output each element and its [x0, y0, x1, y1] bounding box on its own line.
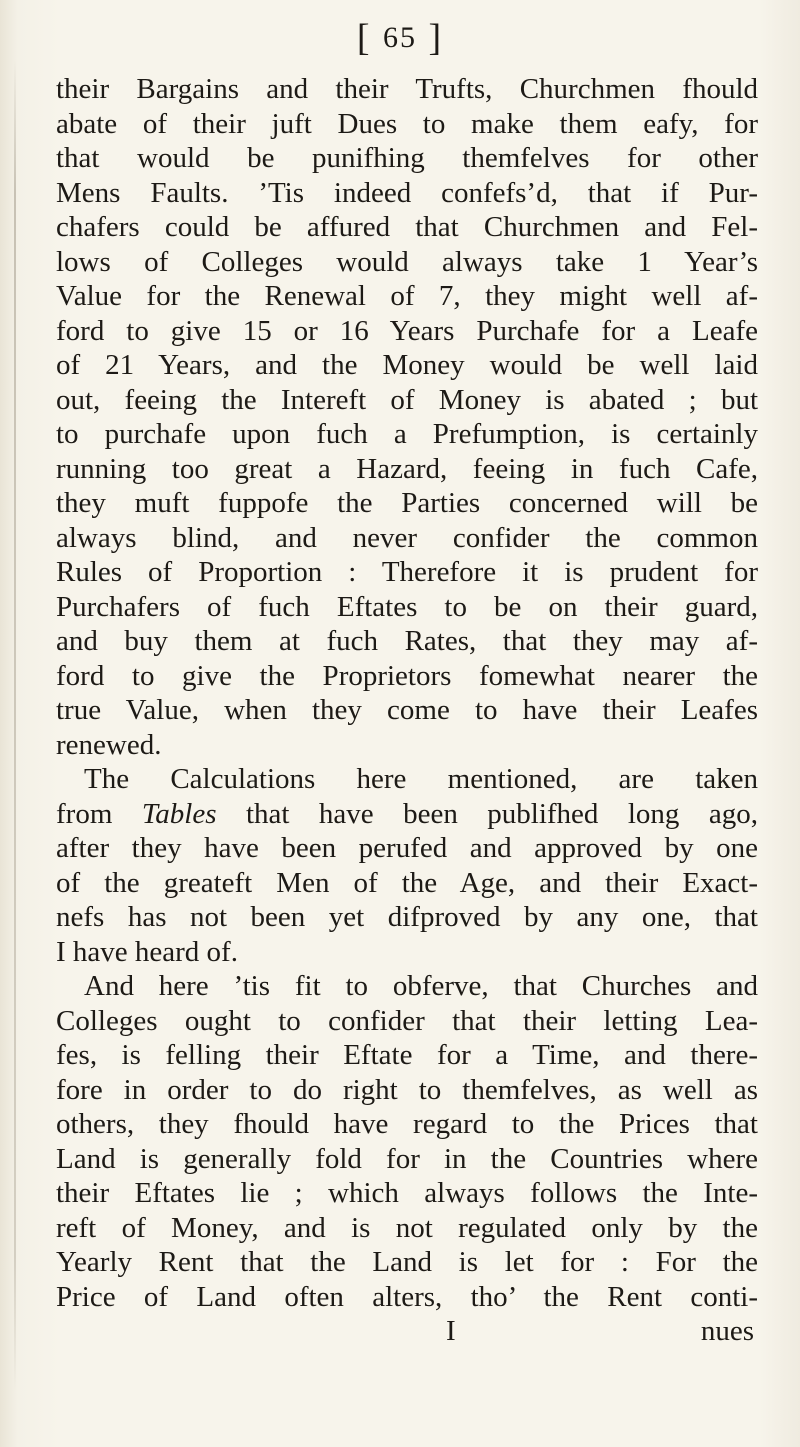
text-line: I have heard of. [56, 935, 238, 968]
page-number: 65 [383, 21, 417, 54]
text-fragment: that have been publifhed long ago, [245, 797, 759, 830]
text-line: true Value, when they come to have their Leafes [56, 694, 758, 726]
text-line: chafers could be affured that Churchmen and Fel- [56, 211, 758, 243]
page-header [0, 14, 800, 62]
catchline [56, 1314, 758, 1349]
text-line: nefs has not been yet difproved by any one, that [56, 901, 758, 933]
text-line: always blind, and never confider the common [56, 521, 758, 554]
text-line: Colleges ought to confider that their letting Lea- [56, 1004, 758, 1037]
text-line: Land is generally fold for in the Countries where [56, 1142, 758, 1175]
text-line: that would be punifhing themfelves for other [56, 142, 758, 174]
text-line: Price of Land often alters, tho’ the Rent conti- [56, 1280, 758, 1313]
text-line: fes, is felling their Eftate for a Time, and there- [56, 1039, 758, 1071]
text-line: after they have been perufed and approved by one [56, 832, 758, 864]
header-right-bracket: ] [428, 17, 444, 59]
text-line: and buy them at fuch Rates, that they may af- [56, 625, 758, 657]
gutter-shadow [14, 60, 16, 1390]
text-fragment: from [56, 797, 113, 830]
text-line: The Calculations here mentioned, are taken [84, 763, 758, 795]
text-line: out, feeing the Intereft of Money is abated ; but [56, 383, 758, 416]
text-line: abate of their juft Dues to make them eafy, for [56, 107, 758, 140]
text-line: of 21 Years, and the Money would be well laid [56, 349, 758, 381]
text-line: their Eftates lie ; which always follows the Inte- [56, 1177, 758, 1209]
text-line-with-italic [56, 797, 758, 832]
signature-mark: I [446, 1315, 456, 1347]
text-line: of the greateft Men of the Age, and their Exact- [56, 866, 758, 899]
text-line: ford to give the Proprietors fomewhat nearer the [56, 659, 758, 692]
text-line: Purchafers of fuch Eftates to be on their guard, [56, 590, 758, 623]
text-line: Mens Faults. ’Tis indeed confefs’d, that if Pur- [56, 176, 758, 209]
text-line: Value for the Renewal of 7, they might well af- [56, 280, 758, 312]
text-line: to purchafe upon fuch a Prefumption, is certainly [56, 418, 758, 450]
text-line: fore in order to do right to themfelves, as well as [56, 1073, 758, 1106]
text-line: Rules of Proportion : Therefore it is prudent for [56, 556, 758, 588]
body-text [56, 72, 758, 1349]
text-line: Yearly Rent that the Land is let for : For the [56, 1246, 758, 1278]
text-line: And here ’tis fit to obferve, that Churches and [84, 970, 758, 1002]
catchword: nues [700, 1315, 754, 1347]
text-line: reft of Money, and is not regulated only by the [56, 1211, 758, 1244]
text-line: ford to give 15 or 16 Years Purchafe for a Leafe [56, 314, 758, 347]
text-line: lows of Colleges would always take 1 Year’s [56, 245, 758, 278]
italic-word: Tables [141, 797, 217, 830]
text-line: their Bargains and their Trufts, Churchmen fhould [56, 73, 758, 105]
text-line: others, they fhould have regard to the Prices that [56, 1108, 758, 1140]
header-left-bracket: [ [356, 17, 372, 59]
text-line: running too great a Hazard, feeing in fuch Cafe, [56, 452, 758, 485]
text-line: they muft fuppofe the Parties concerned will be [56, 487, 758, 519]
text-line: renewed. [56, 728, 162, 761]
